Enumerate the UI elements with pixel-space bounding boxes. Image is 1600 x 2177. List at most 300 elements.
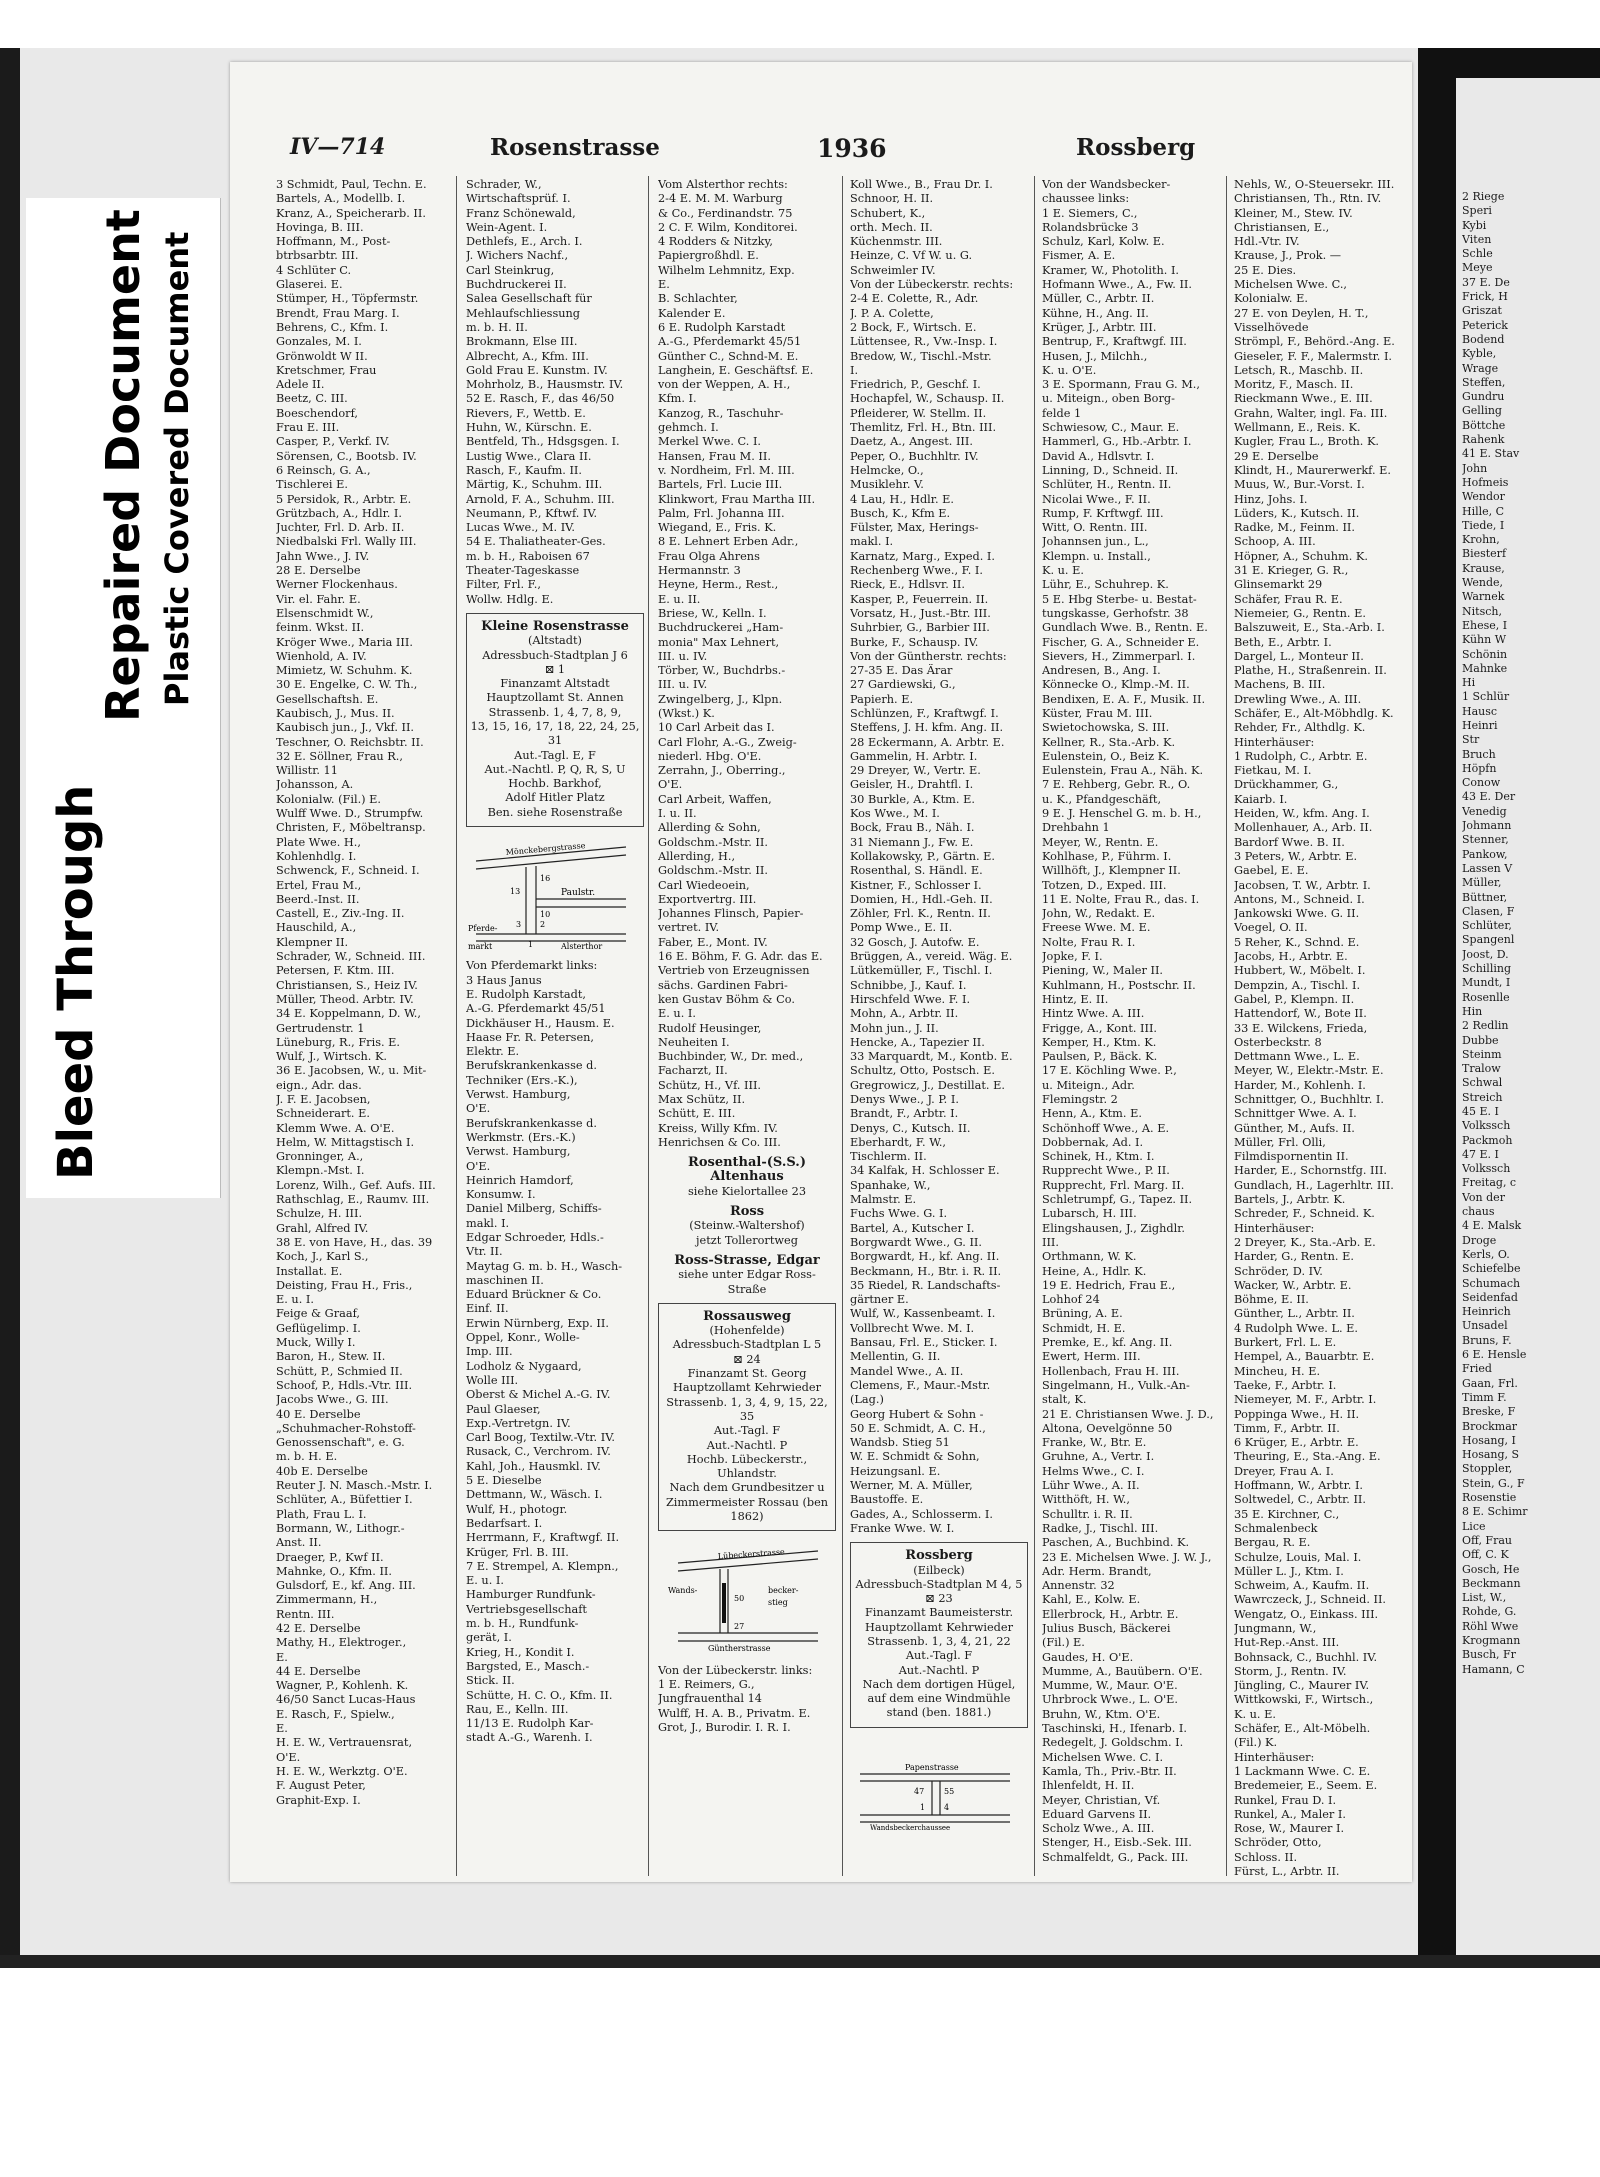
directory-entry: Bansau, Frl. E., Sticker. I. [850,1336,998,1350]
directory-entry: Schmalenbeck [1234,1521,1318,1535]
directory-entry: Kaubisch, J., Mus. II. [276,706,395,720]
street-detail-line: ⊠ 24 [733,1352,761,1366]
partial-entry: Freitag, c [1462,1176,1517,1190]
directory-entry: 27-35 E. Das Ärar [850,664,953,678]
directory-entry: Helm, W. Mittagstisch I. [276,1135,415,1149]
running-head-right: Rossberg [1076,134,1196,161]
column-5 [1042,178,1220,1878]
directory-entry: Buchdruckerei II. [466,278,567,292]
directory-entry: Wawrczeck, J., Schneid. II. [1234,1593,1387,1607]
directory-entry: Gulsdorf, E., kf. Ang. III. [276,1579,416,1593]
directory-entry: Carl Flohr, A.-G., Zweig- [658,735,797,749]
directory-entry: 52 E. Rasch, F., das 46/50 [466,392,615,406]
directory-entry: Von der Güntherstr. rechts: [850,649,1007,663]
directory-entry: Carl Wiedeoein, [658,878,750,892]
partial-entry: Böttche [1462,418,1506,432]
directory-entry: 9 E. J. Henschel G. m. b. H., [1042,807,1202,821]
running-head-left: Rosenstrasse [490,134,660,161]
partial-entry: Rohde, G. [1462,1605,1517,1619]
street-detail-line: Finanzamt Baumeisterstr. [864,1606,1014,1620]
directory-entry: Pomp Wwe., E. II. [850,921,953,935]
directory-entry: 1 E. Siemers, C., [1042,206,1138,220]
directory-entry: 27 E. von Deylen, H. T., [1234,306,1369,320]
partial-entry: Bodend [1462,332,1505,346]
directory-entry: Kollakowsky, P., Gärtn. E. [850,849,995,863]
directory-entry: Stenger, H., Eisb.-Sek. III. [1042,1836,1192,1850]
directory-entry: Heine, A., Hdlr. K. [1042,1264,1147,1278]
directory-entry: Brokmann, Else III. [466,335,578,349]
partial-entry: Off, C. K [1462,1548,1509,1562]
directory-entry: Hinz, Johs. I. [1234,492,1308,506]
directory-entry: Schnibbe, J., Kauf. I. [850,978,967,992]
street-note: (Steinw.-Waltershof) [689,1219,805,1233]
directory-entry: Hammerl, G., Hb.-Arbtr. I. [1042,435,1192,449]
directory-entry: Konsumw. I. [466,1188,536,1202]
directory-entry: Buchdruckerei „Ham- [658,621,784,635]
directory-entry: Kahl, E., Kolw. E. [1042,1593,1141,1607]
directory-entry: 6 Krüger, E., Arbtr. E. [1234,1436,1359,1450]
directory-entry: Plate Wwe. H., [276,835,361,849]
directory-entry: Spanhake, W., [850,1178,931,1192]
directory-entry: E. u. I. [466,1574,504,1588]
directory-entry: 2-4 E. M. M. Warburg [658,192,783,206]
directory-entry: Freese Wwe. M. E. [1042,921,1151,935]
directory-entry: Von der Lübeckerstr. rechts: [850,278,1014,292]
directory-entry: Schletrumpf, G., Tapez. II. [1042,1193,1193,1207]
column-6 [1234,178,1412,1878]
directory-entry: Peper, O., Buchhltr. IV. [850,449,979,463]
street-detail-line: Aut.-Tagl. E, F [514,748,596,762]
directory-entry: Haase Fr. R. Petersen, [466,1030,595,1044]
directory-entry: Hintz Wwe. A. III. [1042,1007,1145,1021]
map-label: 10 [540,910,551,920]
directory-entry: Buchbinder, W., Dr. med., [658,1050,804,1064]
directory-entry: Kühne, H., Ang. II. [1042,306,1149,320]
directory-entry: 28 E. Derselbe [276,564,361,578]
directory-entry: H. E. W., Vertrauensrat, [276,1736,413,1750]
directory-entry: Schlüter, H., Rentn. II. [1042,478,1172,492]
directory-entry: Schnittger, O., Buchhltr. I. [1234,1093,1384,1106]
partial-entry: Hi [1462,676,1476,690]
directory-entry: Behrens, C., Kfm. I. [276,320,389,334]
directory-entry: 5 Reher, K., Schnd. E. [1234,935,1360,949]
directory-entry: 31 E. Krieger, G. R., [1234,564,1349,578]
directory-entry: Brandt, F., Arbtr. I. [850,1107,959,1121]
directory-entry: Schwenck, F., Schneid. I. [276,864,420,878]
street-detail-line: Zimmermeister Rossau (ben [665,1495,829,1509]
directory-entry: m. b. H., Rundfunk- [466,1617,579,1631]
directory-entry: Boeschendorf, [276,406,358,420]
directory-entry: Michelsen Wwe. C. I. [1042,1750,1164,1764]
partial-entry: Unsadel [1462,1319,1508,1333]
directory-entry: sächs. Gardinen Fabri- [658,978,788,992]
column-2-entries [466,178,644,607]
partial-entry: 41 E. Stav [1462,447,1520,461]
directory-entry: 10 Carl Arbeit das I. [658,721,775,735]
directory-entry: B. Schlachter, [658,292,738,306]
directory-entry: „Schuhmacher-Rohstoff- [276,1421,416,1435]
directory-entry: Jacobs Wwe., G. III. [276,1393,389,1407]
label-repaired-document: Repaired Document [96,209,150,722]
directory-entry: eign., Adr. das. [276,1078,362,1092]
directory-entry: Fismer, A. E. [1042,249,1116,263]
directory-entry: Theuring, E., Sta.-Ang. E. [1234,1450,1381,1464]
directory-entry: Erwin Nürnberg, Exp. II. [466,1316,609,1330]
directory-entry: Verwst. Hamburg, [466,1145,571,1159]
street-map-rossberg [850,1740,1020,1850]
directory-entry: Hauschild, A., [276,921,357,935]
directory-entry: Installat. E. [276,1264,343,1278]
directory-entry: E. u. I. [276,1293,314,1307]
partial-entry: Hosang, S [1462,1448,1520,1462]
directory-entry: Harder, M., Kohlenh. I. [1234,1078,1366,1092]
directory-entry: Bormann, W., Lithogr.- [276,1521,405,1535]
partial-entry: Seidenfad [1462,1290,1518,1304]
directory-entry: Taschinski, H., Ifenarb. I. [1042,1722,1187,1736]
directory-entry: Vorsatz, H., Just.-Btr. III. [850,606,991,620]
directory-entry: Klempner II. [276,935,349,949]
directory-entry: chaussee links: [1042,192,1130,206]
directory-entry: J. F. E. Jacobsen, [276,1093,371,1106]
directory-entry: Gabel, P., Klempn. II. [1234,992,1355,1006]
directory-entry: 6 E. Rudolph Karstadt [658,320,786,334]
directory-entry: 29 Dreyer, W., Vertr. E. [850,764,981,778]
directory-entry: Grahl, Alfred IV. [276,1221,369,1235]
directory-entry: Klempn.-Mst. I. [276,1164,365,1178]
directory-entry: Klemm Wwe. A. O'E. [276,1121,395,1135]
directory-entry: Märtig, K., Schuhm. III. [466,478,603,492]
directory-entry: Oberst & Michel A.-G. IV. [466,1388,611,1402]
directory-entry: Karnatz, Marg., Exped. I. [850,549,995,563]
directory-entry: W. E. Schmidt & Sohn, [850,1450,980,1464]
directory-entry: Krüger, Frl. B. III. [466,1545,569,1559]
directory-entry: Mellentin, G. II. [850,1350,941,1364]
map-label: Papenstrasse [905,1762,959,1772]
street-detail-line: Nach dem dortigen Hügel, [862,1677,1016,1691]
partial-entry: Schilling [1462,962,1511,976]
partial-entry: Bruns, F. [1462,1333,1512,1347]
directory-entry: Vertriebsgesellschaft [466,1602,587,1616]
partial-entry: Frick, H [1462,290,1508,304]
map-label: 4 [944,1802,950,1812]
street-detail-line: ⊠ 23 [925,1592,953,1606]
partial-entry: Kerls, O. [1462,1247,1510,1261]
directory-entry: Timm, F., Arbtr. II. [1234,1421,1340,1435]
directory-entry: 4 Rudolph Wwe. L. E. [1234,1321,1358,1335]
directory-entry: Zimmermann, H., [276,1593,378,1607]
directory-entry: Rau, E., Kelln. III. [466,1702,569,1716]
partial-entry: Wende, [1462,576,1504,590]
directory-entry: tungskasse, Gerhofstr. 38 [1042,606,1189,620]
directory-entry: Theater-Tageskasse [466,564,580,578]
directory-entry: Adele II. [276,378,325,392]
page-number: IV—714 [290,134,386,160]
partial-entry: Hausc [1462,704,1498,718]
street-title: Rosenthal-(S.S.) Altenhaus [688,1155,806,1185]
directory-entry: Frau Olga Ahrens [658,549,760,563]
directory-entry: Mimietz, W. Schuhm. K. [276,664,413,678]
directory-entry: Rupprecht Wwe., P. II. [1042,1164,1170,1178]
directory-entry: u. K., Pfandgeschäft, [1042,792,1162,806]
directory-entry: Soltwedel, C., Arbtr. II. [1234,1493,1366,1507]
directory-entry: Kranz, A., Speicherarb. II. [276,206,426,220]
partial-entry: List, W., [1462,1591,1507,1605]
directory-entry: Hinterhäuser: [1234,1221,1315,1235]
directory-entry: (Wkst.) K. [658,706,715,720]
directory-entry: Gregrowicz, J., Destillat. E. [850,1078,1005,1092]
directory-entry: 21 E. Christiansen Wwe. J. D., [1042,1407,1214,1421]
directory-entry: Exp.-Vertretgn. IV. [466,1416,571,1430]
street-detail-line: Hauptzollamt St. Annen [486,691,624,705]
street-details [469,634,641,820]
directory-entry: makl. I. [466,1216,510,1230]
directory-entry: Bartels, J., Arbtr. K. [1234,1193,1346,1207]
column-3-entries-bottom [658,1664,836,1735]
directory-entry: Schreder, F., Schneid. K. [1234,1207,1375,1221]
directory-entry: Baron, H., Stew. II. [276,1350,386,1364]
directory-entry: 3 Peters, W., Arbtr. E. [1234,849,1358,863]
directory-entry: Tischlerm. II. [850,1150,927,1164]
street-detail-line: Aut.-Tagl. F [713,1424,781,1438]
street-title: Rossausweg [703,1308,791,1324]
directory-entry: Balszuweit, E., Sta.-Arb. I. [1234,621,1385,635]
street-box-rossausweg [658,1303,836,1531]
directory-entry: Plath, Frau L. I. [276,1507,367,1521]
directory-entry: Palm, Frl. Johanna III. [658,506,785,520]
directory-entry: Hencke, A., Tapezier II. [850,1035,985,1049]
directory-entry: maschinen II. [466,1273,544,1287]
partial-entry: 47 E. I [1462,1147,1499,1161]
directory-entry: Rupprecht, Frl. Marg. II. [1042,1178,1185,1192]
directory-entry: Orthmann, W. K. [1042,1250,1137,1264]
street-note: jetzt Tollerortweg [696,1233,798,1247]
partial-entry: Lice [1462,1519,1486,1533]
directory-entry: 11 E. Nolte, Frau R., das. I. [1042,892,1200,906]
partial-entry: chaus [1462,1205,1495,1219]
partial-entry: Volkssch [1462,1119,1511,1133]
directory-entry: J. P. A. Colette, [850,306,934,320]
directory-entry: 30 Burkle, A., Ktm. E. [850,792,975,806]
street-detail-line: Strassenb. 1, 3, 4, 9, 15, 22, 35 [666,1395,828,1423]
directory-entry: Heizungsanl. E. [850,1464,941,1478]
directory-entry: Hempel, A., Bauarbtr. E. [1234,1350,1375,1364]
directory-entry: 4 Schlüter C. [276,263,352,277]
directory-entry: m. b. H. E. [276,1450,338,1464]
directory-entry: Paulsen, P., Bäck. K. [1042,1050,1158,1064]
directory-entry: Borgwardt, H., kf. Ang. II. [850,1250,1000,1264]
directory-entry: Bartels, Frl. Lucie III. [658,478,783,492]
directory-entry: Facharzt, II. [658,1064,728,1078]
directory-entry: Drückhammer, G., [1234,778,1339,792]
directory-entry: Schütz, H., Vf. III. [658,1078,762,1092]
directory-entry: Willhöft, J., Klempner II. [1042,864,1181,878]
partial-entry: Hin [1462,1004,1483,1018]
directory-entry: 29 E. Derselbe [1234,449,1319,463]
directory-entry: Gieseler, F. F., Malermstr. I. [1234,349,1393,363]
partial-entry: Streich [1462,1090,1503,1104]
directory-entry: Filter, Frl. F., [466,578,541,592]
directory-entry: Schrader, W., Schneid. III. [276,950,426,964]
directory-entry: niederl. Hbg. O'E. [658,749,762,763]
directory-entry: Hirschfeld Wwe. F. I. [850,992,971,1006]
directory-entry: Rieck, E., Hdlsvr. II. [850,578,965,592]
partial-entry: Stoppler, [1462,1462,1513,1476]
directory-entry: Voegel, O. II. [1234,921,1308,935]
partial-entry: Bruch [1462,747,1496,761]
directory-entry: Schulze, Louis, Mal. I. [1234,1550,1362,1564]
directory-entry: Machens, B. III. [1234,678,1326,692]
directory-entry: 3 Schmidt, Paul, Techn. E. [276,178,427,191]
directory-entry: Schnittger Wwe. A. I. [1234,1107,1357,1121]
directory-entry: v. Nordheim, Frl. M. III. [658,463,795,477]
directory-entry: Letsch, R., Maschb. II. [1234,363,1364,377]
street-detail-line: (Altstadt) [528,634,582,648]
directory-entry: Kleiner, M., Stew. IV. [1234,206,1353,220]
directory-entry: Graphit-Exp. I. [276,1793,361,1807]
directory-entry: Geflügelimp. I. [276,1321,361,1335]
directory-entry: Ertel, Frau M., [276,878,362,892]
directory-entry: Husen, J., Milchh., [1042,349,1148,363]
directory-entry: ken Gustav Böhm & Co. [658,992,795,1006]
directory-entry: Eulenstein, Frau A., Näh. K. [1042,764,1204,778]
partial-entry: Tralow [1462,1062,1501,1076]
directory-entry: Schlüter, A., Büfettier I. [276,1493,413,1507]
partial-entry: Rahenk [1462,433,1505,447]
street-detail-line: Strassenb. 1, 3, 4, 21, 22 [867,1634,1011,1648]
directory-entry: Lüneburg, R., Fris. E. [276,1035,401,1049]
partial-entry: Rosenstie [1462,1491,1517,1505]
directory-entry: 34 E. Koppelmann, D. W., [276,1007,421,1021]
directory-entry: Kamla, Th., Priv.-Btr. II. [1042,1764,1177,1778]
partial-entry: Kybi [1462,218,1487,232]
directory-entry: Franke, W., Btr. E. [1042,1436,1147,1450]
directory-entry: Schröder, Otto, [1234,1836,1322,1850]
directory-entry: makl. I. [850,535,894,549]
directory-entry: Lütkemüller, F., Tischl. I. [850,964,993,978]
directory-entry: Witt, O. Rentn. III. [1042,521,1148,535]
directory-entry: Friedrich, P., Geschf. I. [850,378,981,392]
directory-entry: Herrmann, F., Kraftwgf. II. [466,1531,620,1545]
directory-entry: 34 Kalfak, H. Schlosser E. [850,1164,1000,1178]
directory-entry: Werner, M. A. Müller, [850,1479,973,1493]
partial-entry: Gelling [1462,404,1502,418]
directory-entry: Einf. II. [466,1302,509,1316]
directory-entry: 33 Marquardt, M., Kontb. E. [850,1050,1013,1064]
directory-entry: Burke, F., Schausp. IV. [850,635,979,649]
directory-entry: Langhein, E. Geschäftsf. E. [658,363,814,377]
directory-entry: 33 E. Wilckens, Frieda, [1234,1021,1368,1035]
scan-edge-right [1418,48,1456,1968]
partial-entry: Breske, F [1462,1405,1516,1419]
directory-entry: Lubarsch, H. III. [1042,1207,1137,1221]
street-box-kleine-rosenstrasse [466,613,644,827]
map-label: 16 [540,874,551,884]
directory-entry: Visselhövede [1234,320,1309,334]
directory-entry: Hermannstr. 3 [658,564,741,578]
directory-entry: Christiansen, E., [1234,220,1330,234]
directory-entry: Storm, J., Rentn. IV. [1234,1664,1347,1678]
directory-entry: Bartel, A., Kutscher I. [850,1221,975,1235]
directory-entry: Hollenbach, Frau H. III. [1042,1364,1180,1378]
directory-entry: Radke, J., Tischl. III. [1042,1521,1159,1535]
partial-entry: Krause, [1462,561,1505,575]
directory-entry: Vom Alsterthor rechts: [658,178,788,191]
directory-entry: Ewert, Herm. III. [1042,1350,1141,1364]
directory-entry: Gonzales, M. I. [276,335,362,349]
directory-entry: Kohlenhdlg. I. [276,849,357,863]
directory-entry: Eberhardt, F. W., [850,1135,947,1149]
directory-entry: Küster, Frau M. III. [1042,706,1153,720]
directory-entry: Schulltr. i. R. II. [1042,1507,1133,1521]
partial-entry: Hamann, C [1462,1662,1525,1676]
directory-entry: E. Rasch, F., Spielw., [276,1707,395,1721]
directory-entry: Moritz, F., Masch. II. [1234,378,1354,392]
directory-entry: Bendixen, E. A. F., Musik. II. [1042,692,1206,706]
directory-entry: Reuter J. N. Masch.-Mstr. I. [276,1479,433,1493]
directory-entry: K. u. E. [1042,564,1084,578]
directory-entry: Könnecke O., Klmp.-M. II. [1042,678,1190,692]
directory-entry: Rose, W., Maurer I. [1234,1822,1345,1836]
directory-entry: Helmcke, O., [850,463,924,477]
directory-entry: E. Rudolph Karstadt, [466,987,586,1001]
directory-entry: Kistner, F., Schlosser I. [850,878,982,892]
street-detail-line: Hochb. Lübeckerstr., [686,1452,808,1466]
partial-entry: Kühn W [1462,633,1507,647]
directory-entry: Mahnke, O., Kfm. II. [276,1564,392,1578]
directory-entry: Filmdispornentin II. [1234,1150,1349,1164]
directory-entry: Rehder, Fr., Althdlg. K. [1234,721,1366,735]
directory-entry: Drewling Wwe., A. III. [1234,692,1362,706]
directory-entry: 27 Gardiewski, G., [850,678,956,692]
directory-entry: Grönwoldt W II. [276,349,368,363]
directory-entry: Jüngling, C., Maurer IV. [1234,1679,1370,1693]
street-detail-line: 13, 15, 16, 17, 18, 22, 24, 25, 31 [470,719,640,748]
partial-entry: Büttner, [1462,890,1508,904]
directory-entry: Paschen, A., Buchbind. K. [1042,1536,1190,1550]
directory-entry: 4 Lau, H., Hdlr. E. [850,492,954,506]
directory-entry: Papierh. E. [850,692,914,706]
street-detail-line: Hauptzollamt Kehrwieder [865,1620,1013,1634]
directory-entry: Clemens, F., Maur.-Mstr. [850,1378,991,1392]
directory-entry: Eulenstein, O., Beiz K. [1042,749,1170,763]
directory-entry: 2-4 E. Colette, R., Adr. [850,292,979,306]
map-label: Lübeckerstrasse [717,1547,786,1562]
directory-entry: A.-G. Pferdemarkt 45/51 [466,1002,606,1016]
map-label: 2 [540,920,546,930]
column-rule [1034,176,1035,1876]
directory-entry: Castell, E., Ziv.-Ing. II. [276,907,405,921]
street-detail-line: Strassenb. 1, 4, 7, 8, 9, [488,705,622,719]
directory-entry: Burkert, Frl. L. E. [1234,1336,1337,1350]
directory-entry: Dethlefs, E., Arch. I. [466,235,583,249]
directory-entry: Johannes Flinsch, Papier- [658,907,804,921]
partial-entry: Venedig [1462,804,1507,818]
directory-entry: Antons, M., Schneid. I. [1234,892,1365,906]
directory-entry: Mumme, A., Bauübern. O'E. [1042,1664,1203,1678]
directory-entry: Wolle III. [466,1373,519,1387]
directory-entry: Wirtschaftsprüf. I. [466,192,571,206]
directory-entry: Ihlenfeldt, H. II. [1042,1779,1135,1793]
directory-entry: Jacobsen, T. W., Arbtr. I. [1234,878,1371,892]
directory-entry: Kasper, P., Feuerrein. II. [850,592,989,606]
directory-entry: Meyer, W., Elektr.-Mstr. E. [1234,1064,1384,1078]
directory-entry: Gronninger, A., [276,1150,364,1164]
directory-entry: Tischlerei E. [276,478,348,492]
directory-entry: 16 E. Böhm, F. G. Adr. das E. [658,950,823,964]
directory-entry: Rump, F. Krftwgf. III. [1042,506,1164,520]
map-label: Güntherstrasse [708,1644,771,1654]
directory-entry: Verwst. Hamburg, [466,1088,571,1102]
